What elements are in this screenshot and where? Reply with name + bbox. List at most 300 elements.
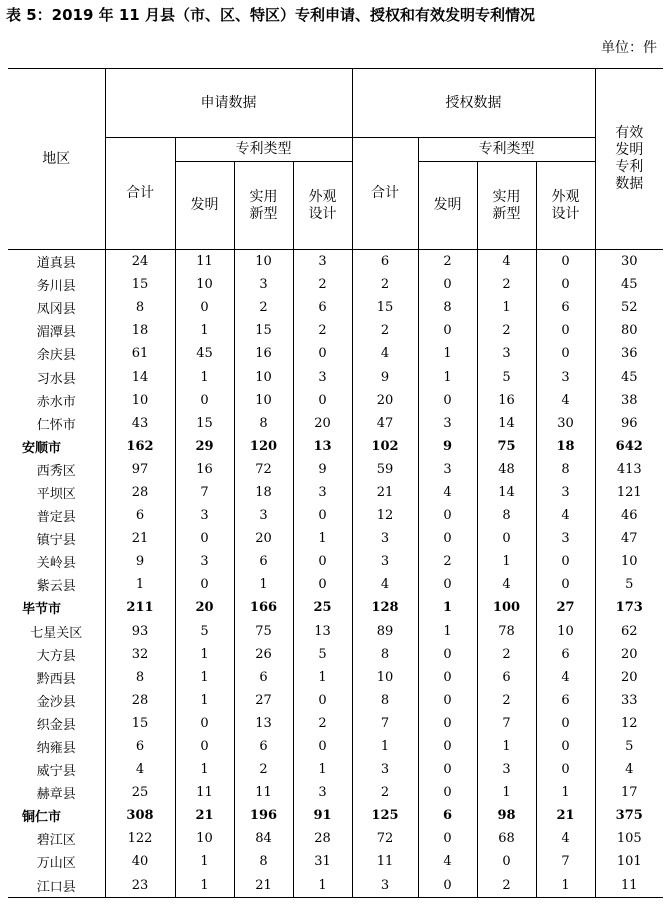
grant-utility-model-cell: 8 (477, 504, 536, 527)
app-design-cell: 0 (293, 389, 352, 412)
app-utility-model-cell: 84 (234, 827, 293, 850)
grant-total-cell: 4 (352, 342, 418, 365)
grant-design-cell: 18 (536, 435, 595, 458)
app-invention-cell: 5 (175, 620, 234, 643)
grant-design-cell: 4 (536, 827, 595, 850)
app-design-cell: 3 (293, 365, 352, 388)
grant-invention-cell: 0 (418, 389, 477, 412)
table-row (8, 712, 663, 735)
valid-invention-cell: 20 (595, 666, 663, 689)
grant-design-cell: 8 (536, 458, 595, 481)
grant-design-cell: 0 (536, 319, 595, 342)
app-total-cell: 4 (105, 758, 175, 781)
grant-total-cell: 3 (352, 527, 418, 550)
valid-invention-cell: 10 (595, 550, 663, 573)
region-cell: 大方县 (8, 643, 105, 666)
app-invention-cell: 45 (175, 342, 234, 365)
app-utility-model-cell: 13 (234, 712, 293, 735)
grant-utility-model-cell: 2 (477, 643, 536, 666)
grant-utility-model-cell: 1 (477, 550, 536, 573)
grant-utility-model-cell: 6 (477, 666, 536, 689)
app-design-cell: 1 (293, 758, 352, 781)
header-grant-invention: 发明 (418, 162, 477, 250)
table-row (8, 643, 663, 666)
app-utility-model-cell: 6 (234, 550, 293, 573)
header-grant: 授权数据 (352, 69, 595, 138)
app-design-cell: 1 (293, 666, 352, 689)
valid-invention-cell: 96 (595, 412, 663, 435)
app-total-cell: 308 (105, 804, 175, 827)
app-invention-cell: 10 (175, 273, 234, 296)
table-row (8, 850, 663, 873)
grant-total-cell: 1 (352, 735, 418, 758)
app-design-cell: 0 (293, 689, 352, 712)
region-cell: 纳雍县 (8, 735, 105, 758)
app-total-cell: 8 (105, 296, 175, 319)
grant-utility-model-cell: 2 (477, 689, 536, 712)
app-utility-model-cell: 16 (234, 342, 293, 365)
app-utility-model-cell: 10 (234, 365, 293, 388)
grant-design-cell: 0 (536, 758, 595, 781)
app-utility-model-cell: 26 (234, 643, 293, 666)
grant-total-cell: 11 (352, 850, 418, 873)
region-cell: 万山区 (8, 850, 105, 873)
grant-invention-cell: 0 (418, 874, 477, 898)
grant-design-cell: 1 (536, 781, 595, 804)
grant-total-cell: 59 (352, 458, 418, 481)
app-invention-cell: 21 (175, 804, 234, 827)
grant-utility-model-cell: 1 (477, 781, 536, 804)
grant-invention-cell: 2 (418, 250, 477, 274)
region-cell: 习水县 (8, 365, 105, 388)
region-cell: 赤水市 (8, 389, 105, 412)
app-utility-model-cell: 196 (234, 804, 293, 827)
table-row (8, 550, 663, 573)
header-grant-utility-model: 实用 新型 (477, 162, 536, 250)
app-utility-model-cell: 20 (234, 527, 293, 550)
table-row (8, 296, 663, 319)
header-grant-patent-type: 专利类型 (418, 138, 595, 162)
app-design-cell: 0 (293, 550, 352, 573)
app-total-cell: 93 (105, 620, 175, 643)
app-total-cell: 162 (105, 435, 175, 458)
valid-invention-cell: 47 (595, 527, 663, 550)
app-invention-cell: 0 (175, 389, 234, 412)
grant-invention-cell: 1 (418, 620, 477, 643)
region-cell: 仁怀市 (8, 412, 105, 435)
app-total-cell: 10 (105, 389, 175, 412)
valid-invention-cell: 38 (595, 389, 663, 412)
grant-design-cell: 4 (536, 504, 595, 527)
grant-total-cell: 102 (352, 435, 418, 458)
grant-utility-model-cell: 48 (477, 458, 536, 481)
grant-invention-cell: 6 (418, 804, 477, 827)
region-cell: 铜仁市 (8, 804, 105, 827)
app-total-cell: 211 (105, 596, 175, 619)
app-utility-model-cell: 2 (234, 296, 293, 319)
app-total-cell: 9 (105, 550, 175, 573)
grant-invention-cell: 0 (418, 573, 477, 596)
grant-utility-model-cell: 3 (477, 758, 536, 781)
valid-invention-cell: 642 (595, 435, 663, 458)
grant-invention-cell: 3 (418, 458, 477, 481)
grant-utility-model-cell: 1 (477, 296, 536, 319)
app-design-cell: 91 (293, 804, 352, 827)
app-invention-cell: 7 (175, 481, 234, 504)
grant-total-cell: 89 (352, 620, 418, 643)
grant-design-cell: 27 (536, 596, 595, 619)
app-utility-model-cell: 2 (234, 758, 293, 781)
grant-invention-cell: 0 (418, 689, 477, 712)
app-design-cell: 9 (293, 458, 352, 481)
grant-utility-model-cell: 14 (477, 481, 536, 504)
app-total-cell: 97 (105, 458, 175, 481)
app-invention-cell: 1 (175, 850, 234, 873)
grant-total-cell: 3 (352, 550, 418, 573)
valid-invention-cell: 105 (595, 827, 663, 850)
region-cell: 江口县 (8, 874, 105, 898)
table-row (8, 689, 663, 712)
grant-invention-cell: 4 (418, 481, 477, 504)
app-invention-cell: 20 (175, 596, 234, 619)
app-invention-cell: 3 (175, 504, 234, 527)
grant-utility-model-cell: 4 (477, 573, 536, 596)
region-cell: 关岭县 (8, 550, 105, 573)
grant-total-cell: 72 (352, 827, 418, 850)
grant-design-cell: 10 (536, 620, 595, 643)
table-row-city-total (8, 435, 663, 458)
valid-invention-cell: 20 (595, 643, 663, 666)
grant-invention-cell: 2 (418, 550, 477, 573)
app-design-cell: 0 (293, 342, 352, 365)
grant-design-cell: 21 (536, 804, 595, 827)
grant-design-cell: 0 (536, 573, 595, 596)
app-design-cell: 3 (293, 481, 352, 504)
grant-utility-model-cell: 2 (477, 273, 536, 296)
grant-utility-model-cell: 2 (477, 319, 536, 342)
app-invention-cell: 1 (175, 758, 234, 781)
valid-invention-cell: 30 (595, 250, 663, 274)
app-design-cell: 5 (293, 643, 352, 666)
app-design-cell: 13 (293, 620, 352, 643)
grant-total-cell: 3 (352, 758, 418, 781)
grant-total-cell: 2 (352, 781, 418, 804)
app-utility-model-cell: 21 (234, 874, 293, 898)
app-invention-cell: 11 (175, 781, 234, 804)
region-cell: 平坝区 (8, 481, 105, 504)
grant-utility-model-cell: 98 (477, 804, 536, 827)
unit-label: 单位：件 (601, 40, 657, 56)
region-cell: 黔西县 (8, 666, 105, 689)
grant-invention-cell: 0 (418, 827, 477, 850)
grant-design-cell: 6 (536, 643, 595, 666)
grant-total-cell: 8 (352, 643, 418, 666)
header-app-invention: 发明 (175, 162, 234, 250)
grant-invention-cell: 4 (418, 850, 477, 873)
app-total-cell: 25 (105, 781, 175, 804)
header-grant-total: 合计 (352, 138, 418, 250)
grant-design-cell: 0 (536, 273, 595, 296)
valid-invention-cell: 173 (595, 596, 663, 619)
header-region: 地区 (8, 69, 105, 250)
grant-utility-model-cell: 14 (477, 412, 536, 435)
grant-utility-model-cell: 75 (477, 435, 536, 458)
app-design-cell: 1 (293, 874, 352, 898)
header-application: 申请数据 (105, 69, 352, 138)
app-invention-cell: 1 (175, 365, 234, 388)
app-total-cell: 8 (105, 666, 175, 689)
grant-design-cell: 0 (536, 735, 595, 758)
valid-invention-cell: 5 (595, 573, 663, 596)
app-utility-model-cell: 10 (234, 250, 293, 274)
table-row (8, 481, 663, 504)
grant-invention-cell: 0 (418, 712, 477, 735)
app-invention-cell: 1 (175, 689, 234, 712)
app-design-cell: 0 (293, 504, 352, 527)
valid-invention-cell: 45 (595, 273, 663, 296)
grant-utility-model-cell: 16 (477, 389, 536, 412)
header-app-design: 外观 设计 (293, 162, 352, 250)
valid-invention-cell: 101 (595, 850, 663, 873)
app-invention-cell: 0 (175, 527, 234, 550)
grant-total-cell: 10 (352, 666, 418, 689)
app-total-cell: 43 (105, 412, 175, 435)
valid-invention-cell: 80 (595, 319, 663, 342)
app-invention-cell: 10 (175, 827, 234, 850)
grant-invention-cell: 0 (418, 504, 477, 527)
table-row (8, 573, 663, 596)
region-cell: 余庆县 (8, 342, 105, 365)
grant-design-cell: 30 (536, 412, 595, 435)
app-utility-model-cell: 166 (234, 596, 293, 619)
region-cell: 镇宁县 (8, 527, 105, 550)
patent-table (8, 68, 663, 898)
valid-invention-cell: 11 (595, 874, 663, 898)
app-total-cell: 14 (105, 365, 175, 388)
app-utility-model-cell: 15 (234, 319, 293, 342)
grant-utility-model-cell: 7 (477, 712, 536, 735)
app-total-cell: 122 (105, 827, 175, 850)
grant-total-cell: 2 (352, 273, 418, 296)
grant-design-cell: 0 (536, 550, 595, 573)
valid-invention-cell: 62 (595, 620, 663, 643)
valid-invention-cell: 52 (595, 296, 663, 319)
app-design-cell: 6 (293, 296, 352, 319)
app-total-cell: 21 (105, 527, 175, 550)
app-invention-cell: 1 (175, 666, 234, 689)
grant-design-cell: 7 (536, 850, 595, 873)
app-design-cell: 2 (293, 319, 352, 342)
app-design-cell: 0 (293, 735, 352, 758)
table-row (8, 827, 663, 850)
app-total-cell: 18 (105, 319, 175, 342)
grant-utility-model-cell: 1 (477, 735, 536, 758)
app-utility-model-cell: 8 (234, 412, 293, 435)
app-design-cell: 20 (293, 412, 352, 435)
app-total-cell: 40 (105, 850, 175, 873)
region-cell: 道真县 (8, 250, 105, 274)
app-total-cell: 61 (105, 342, 175, 365)
app-total-cell: 15 (105, 712, 175, 735)
app-total-cell: 6 (105, 735, 175, 758)
grant-invention-cell: 1 (418, 365, 477, 388)
grant-utility-model-cell: 2 (477, 874, 536, 898)
grant-design-cell: 1 (536, 874, 595, 898)
grant-total-cell: 6 (352, 250, 418, 274)
app-total-cell: 24 (105, 250, 175, 274)
app-design-cell: 3 (293, 781, 352, 804)
grant-design-cell: 3 (536, 481, 595, 504)
table-title: 表 5：2019 年 11 月县（市、区、特区）专利申请、授权和有效发明专利情况 (6, 6, 535, 24)
grant-total-cell: 47 (352, 412, 418, 435)
table-row (8, 342, 663, 365)
app-total-cell: 28 (105, 689, 175, 712)
valid-invention-cell: 413 (595, 458, 663, 481)
grant-design-cell: 3 (536, 365, 595, 388)
grant-invention-cell: 3 (418, 412, 477, 435)
region-cell: 毕节市 (8, 596, 105, 619)
region-cell: 织金县 (8, 712, 105, 735)
app-total-cell: 1 (105, 573, 175, 596)
table-row (8, 365, 663, 388)
app-utility-model-cell: 6 (234, 666, 293, 689)
grant-design-cell: 3 (536, 527, 595, 550)
grant-invention-cell: 0 (418, 758, 477, 781)
grant-total-cell: 4 (352, 573, 418, 596)
app-utility-model-cell: 6 (234, 735, 293, 758)
grant-invention-cell: 0 (418, 735, 477, 758)
table-row (8, 527, 663, 550)
app-design-cell: 31 (293, 850, 352, 873)
app-design-cell: 28 (293, 827, 352, 850)
grant-utility-model-cell: 5 (477, 365, 536, 388)
grant-total-cell: 128 (352, 596, 418, 619)
table-row (8, 412, 663, 435)
table-row (8, 504, 663, 527)
region-cell: 威宁县 (8, 758, 105, 781)
app-invention-cell: 16 (175, 458, 234, 481)
grant-design-cell: 6 (536, 689, 595, 712)
table-row (8, 389, 663, 412)
grant-utility-model-cell: 4 (477, 250, 536, 274)
app-total-cell: 6 (105, 504, 175, 527)
valid-invention-cell: 12 (595, 712, 663, 735)
grant-total-cell: 3 (352, 874, 418, 898)
grant-design-cell: 0 (536, 712, 595, 735)
app-design-cell: 1 (293, 527, 352, 550)
app-total-cell: 32 (105, 643, 175, 666)
app-utility-model-cell: 10 (234, 389, 293, 412)
app-utility-model-cell: 75 (234, 620, 293, 643)
header-app-total: 合计 (105, 138, 175, 250)
region-cell: 七星关区 (8, 620, 105, 643)
app-invention-cell: 0 (175, 296, 234, 319)
region-cell: 西秀区 (8, 458, 105, 481)
app-invention-cell: 29 (175, 435, 234, 458)
app-utility-model-cell: 8 (234, 850, 293, 873)
app-total-cell: 15 (105, 273, 175, 296)
app-design-cell: 25 (293, 596, 352, 619)
app-utility-model-cell: 18 (234, 481, 293, 504)
region-cell: 安顺市 (8, 435, 105, 458)
grant-utility-model-cell: 0 (477, 527, 536, 550)
region-cell: 金沙县 (8, 689, 105, 712)
grant-invention-cell: 0 (418, 781, 477, 804)
grant-design-cell: 6 (536, 296, 595, 319)
grant-design-cell: 0 (536, 342, 595, 365)
app-utility-model-cell: 3 (234, 273, 293, 296)
app-total-cell: 28 (105, 481, 175, 504)
valid-invention-cell: 5 (595, 735, 663, 758)
region-cell: 凤冈县 (8, 296, 105, 319)
region-cell: 碧江区 (8, 827, 105, 850)
app-invention-cell: 0 (175, 573, 234, 596)
table-row (8, 250, 663, 274)
app-utility-model-cell: 120 (234, 435, 293, 458)
app-design-cell: 2 (293, 273, 352, 296)
grant-invention-cell: 1 (418, 596, 477, 619)
grant-total-cell: 2 (352, 319, 418, 342)
table-body (8, 250, 663, 898)
valid-invention-cell: 33 (595, 689, 663, 712)
app-utility-model-cell: 3 (234, 504, 293, 527)
app-design-cell: 13 (293, 435, 352, 458)
header-app-utility-model: 实用 新型 (234, 162, 293, 250)
grant-utility-model-cell: 0 (477, 850, 536, 873)
table-row (8, 620, 663, 643)
grant-design-cell: 0 (536, 250, 595, 274)
app-design-cell: 3 (293, 250, 352, 274)
valid-invention-cell: 36 (595, 342, 663, 365)
table-row-city-total (8, 596, 663, 619)
grant-invention-cell: 8 (418, 296, 477, 319)
app-utility-model-cell: 27 (234, 689, 293, 712)
app-utility-model-cell: 1 (234, 573, 293, 596)
grant-total-cell: 21 (352, 481, 418, 504)
app-invention-cell: 11 (175, 250, 234, 274)
table-row (8, 874, 663, 898)
grant-utility-model-cell: 68 (477, 827, 536, 850)
app-invention-cell: 0 (175, 735, 234, 758)
app-invention-cell: 15 (175, 412, 234, 435)
table-row (8, 458, 663, 481)
table-row (8, 758, 663, 781)
valid-invention-cell: 4 (595, 758, 663, 781)
app-invention-cell: 1 (175, 319, 234, 342)
header-valid-invention: 有效 发明 专利 数据 (595, 69, 663, 250)
grant-total-cell: 8 (352, 689, 418, 712)
region-cell: 紫云县 (8, 573, 105, 596)
grant-invention-cell: 0 (418, 666, 477, 689)
app-design-cell: 0 (293, 573, 352, 596)
grant-invention-cell: 0 (418, 527, 477, 550)
valid-invention-cell: 375 (595, 804, 663, 827)
grant-design-cell: 4 (536, 666, 595, 689)
grant-invention-cell: 9 (418, 435, 477, 458)
region-cell: 湄潭县 (8, 319, 105, 342)
grant-invention-cell: 0 (418, 319, 477, 342)
grant-total-cell: 15 (352, 296, 418, 319)
grant-invention-cell: 0 (418, 273, 477, 296)
app-invention-cell: 1 (175, 874, 234, 898)
valid-invention-cell: 17 (595, 781, 663, 804)
region-cell: 赫章县 (8, 781, 105, 804)
table-row (8, 735, 663, 758)
header-app-patent-type: 专利类型 (175, 138, 352, 162)
grant-total-cell: 9 (352, 365, 418, 388)
grant-utility-model-cell: 100 (477, 596, 536, 619)
app-design-cell: 2 (293, 712, 352, 735)
